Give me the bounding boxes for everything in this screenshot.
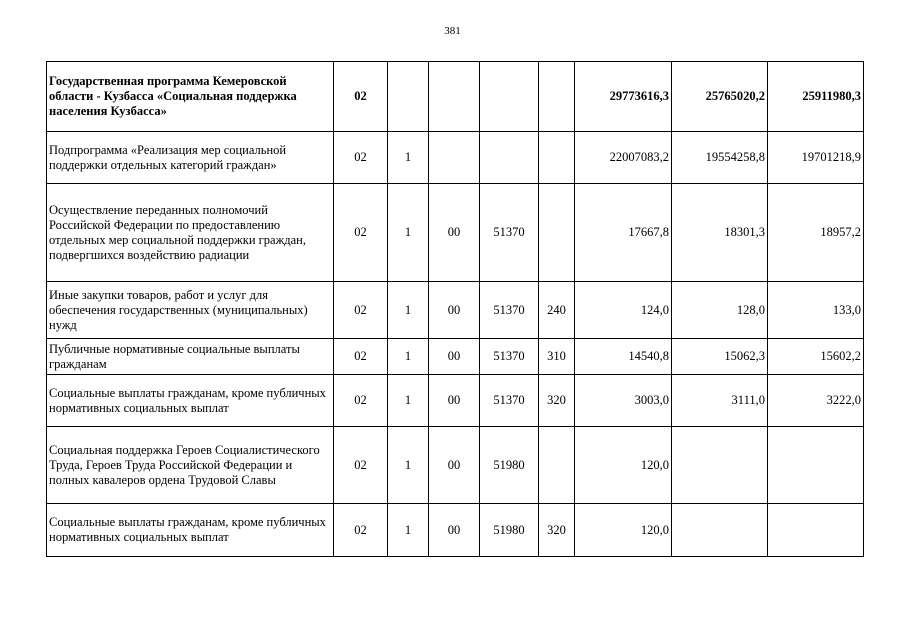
cell-measure: 00: [429, 427, 480, 504]
cell-year-1: 14540,8: [575, 339, 672, 375]
row-name: Подпрограмма «Реализация мер социальной поддержки отдельных категорий граждан»: [47, 132, 334, 184]
cell-year-3: 3222,0: [768, 375, 864, 427]
cell-year-1: 120,0: [575, 427, 672, 504]
cell-section: 02: [334, 504, 388, 557]
cell-expense-type: 320: [539, 375, 575, 427]
cell-year-2: 19554258,8: [672, 132, 768, 184]
cell-year-1: 29773616,3: [575, 62, 672, 132]
cell-year-2: [672, 427, 768, 504]
table-row: [47, 184, 864, 282]
cell-subprogram: [388, 62, 429, 132]
cell-year-3: 15602,2: [768, 339, 864, 375]
cell-direction: 51980: [480, 504, 539, 557]
cell-year-3: [768, 427, 864, 504]
cell-subprogram: 1: [388, 282, 429, 339]
cell-section: 02: [334, 184, 388, 282]
cell-subprogram: 1: [388, 339, 429, 375]
cell-section: 02: [334, 375, 388, 427]
table-row: [47, 339, 864, 375]
cell-year-3: [768, 504, 864, 557]
cell-measure: 00: [429, 184, 480, 282]
cell-section: 02: [334, 62, 388, 132]
cell-subprogram: 1: [388, 427, 429, 504]
cell-direction: 51370: [480, 282, 539, 339]
table-row: [47, 504, 864, 557]
cell-measure: 00: [429, 339, 480, 375]
cell-year-2: 3111,0: [672, 375, 768, 427]
cell-year-1: 3003,0: [575, 375, 672, 427]
cell-year-1: 22007083,2: [575, 132, 672, 184]
cell-section: 02: [334, 339, 388, 375]
cell-expense-type: [539, 62, 575, 132]
table-row: [47, 282, 864, 339]
cell-expense-type: 240: [539, 282, 575, 339]
table-row: [47, 427, 864, 504]
row-name: Иные закупки товаров, работ и услуг для обеспечения государственных (муниципальных) нужд: [47, 282, 334, 339]
row-name: Социальная поддержка Героев Социалистического Труда, Героев Труда Российской Федерации и полных кавалеров ордена Трудовой Славы: [47, 427, 334, 504]
cell-year-2: 15062,3: [672, 339, 768, 375]
cell-subprogram: 1: [388, 132, 429, 184]
cell-year-3: 25911980,3: [768, 62, 864, 132]
cell-expense-type: 320: [539, 504, 575, 557]
table-row: [47, 375, 864, 427]
cell-year-1: 124,0: [575, 282, 672, 339]
cell-section: 02: [334, 427, 388, 504]
cell-direction: [480, 62, 539, 132]
cell-direction: [480, 132, 539, 184]
cell-expense-type: 310: [539, 339, 575, 375]
cell-subprogram: 1: [388, 504, 429, 557]
row-name: Публичные нормативные социальные выплаты гражданам: [47, 339, 334, 375]
cell-measure: [429, 62, 480, 132]
row-name: Социальные выплаты гражданам, кроме публичных нормативных социальных выплат: [47, 504, 334, 557]
cell-direction: 51370: [480, 375, 539, 427]
page-number: 381: [444, 25, 461, 37]
cell-subprogram: 1: [388, 184, 429, 282]
cell-direction: 51370: [480, 184, 539, 282]
cell-year-1: 17667,8: [575, 184, 672, 282]
cell-section: 02: [334, 282, 388, 339]
cell-measure: 00: [429, 282, 480, 339]
cell-expense-type: [539, 132, 575, 184]
cell-year-3: 18957,2: [768, 184, 864, 282]
row-name: Осуществление переданных полномочий Российской Федерации по предоставлению отдельных мер социальной поддержки граждан, подвергшихся воздействию радиации: [47, 184, 334, 282]
cell-year-1: 120,0: [575, 504, 672, 557]
cell-section: 02: [334, 132, 388, 184]
cell-measure: 00: [429, 375, 480, 427]
cell-year-3: 19701218,9: [768, 132, 864, 184]
cell-year-2: 128,0: [672, 282, 768, 339]
cell-year-2: 25765020,2: [672, 62, 768, 132]
cell-measure: [429, 132, 480, 184]
cell-year-2: [672, 504, 768, 557]
cell-year-2: 18301,3: [672, 184, 768, 282]
cell-direction: 51370: [480, 339, 539, 375]
cell-measure: 00: [429, 504, 480, 557]
cell-expense-type: [539, 427, 575, 504]
cell-direction: 51980: [480, 427, 539, 504]
budget-table: [46, 61, 864, 557]
row-name: Социальные выплаты гражданам, кроме публичных нормативных социальных выплат: [47, 375, 334, 427]
table-row: [47, 132, 864, 184]
cell-expense-type: [539, 184, 575, 282]
row-name: Государственная программа Кемеровской области - Кузбасса «Социальная поддержка населения Кузбасса»: [47, 62, 334, 132]
cell-subprogram: 1: [388, 375, 429, 427]
table-row: [47, 62, 864, 132]
cell-year-3: 133,0: [768, 282, 864, 339]
